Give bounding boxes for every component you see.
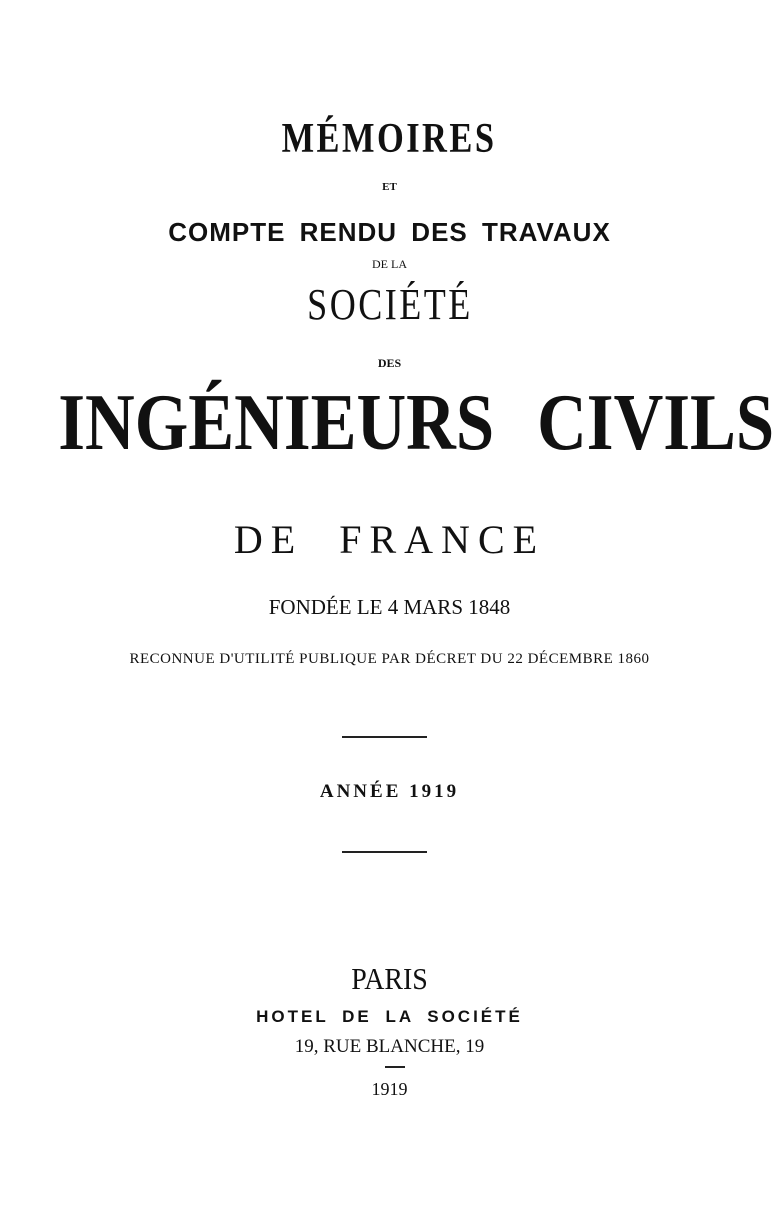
title-societe: [0, 280, 779, 329]
title-et: ET: [382, 181, 397, 193]
year-label: ANNÉE 1919: [319, 781, 460, 802]
title-compte-rendu: COMPTE RENDU DES TRAVAUX: [168, 217, 611, 247]
title-de-la: DE LA: [372, 257, 407, 271]
imprint-dash: [385, 1066, 405, 1068]
imprint-address: 19, RUE BLANCHE, 19: [294, 1036, 485, 1057]
imprint-publisher: HOTEL DE LA SOCIÉTÉ: [256, 1007, 523, 1026]
divider-rule-bottom: [342, 851, 427, 853]
imprint-city-text: PARIS: [351, 961, 428, 996]
title-ingenieurs-civils-text: INGÉNIEURS CIVILS: [58, 379, 775, 467]
founded-date: FONDÉE LE 4 MARS 1848: [268, 595, 511, 619]
title-societe-text: SOCIÉTÉ: [306, 280, 473, 329]
imprint-city: [0, 963, 779, 994]
title-memoires: [0, 118, 779, 160]
recognition-decree: RECONNUE D'UTILITÉ PUBLIQUE PAR DÉCRET DU 22 DÉCEMBRE 1860: [129, 651, 650, 667]
title-ingenieurs-civils: [0, 379, 779, 467]
title-memoires-text: MÉMOIRES: [282, 116, 497, 162]
divider-rule-top: [342, 736, 427, 738]
title-de-france: DE FRANCE: [233, 517, 546, 562]
imprint-year: 1919: [371, 1079, 408, 1099]
title-des: DES: [377, 356, 402, 370]
